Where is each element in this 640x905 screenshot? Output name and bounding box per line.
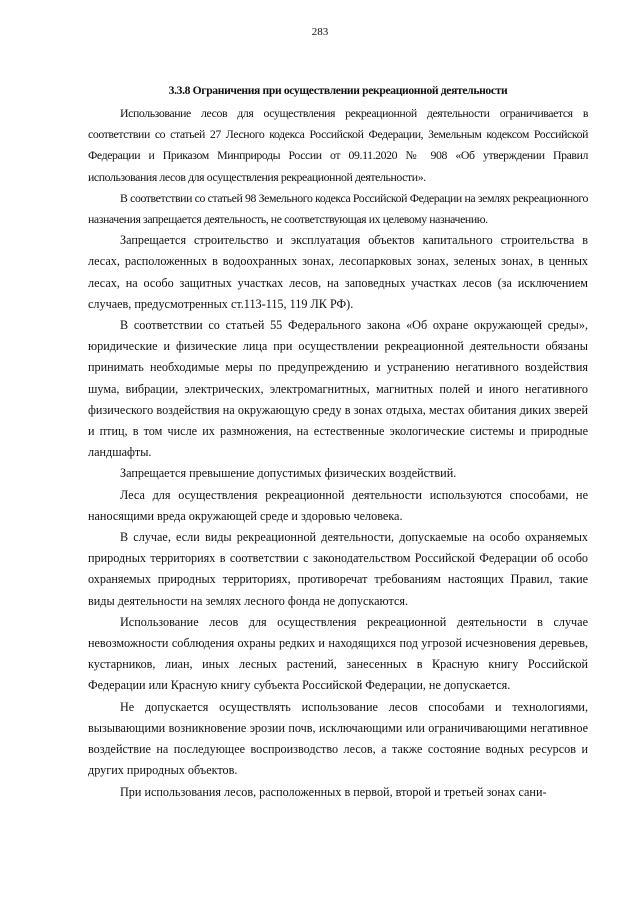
paragraph: В случае, если виды рекреационной деятельности, допускаемые на особо охраняемых природных территориях в соответствии с законодательством Российской Федерации об особо охраняемых природных территориях, противоречат требованиям настоящих Правил, такие виды деятельности на землях лесного фонда не допускаются. (88, 530, 588, 608)
page-number: 283 (311, 26, 329, 38)
document-body (88, 103, 588, 803)
section-heading: 3.3.8 Ограничения при осуществлении рекреационной деятельности (168, 84, 508, 97)
paragraph: Использование лесов для осуществления рекреационной деятельности в случае невозможности соблюдения охраны редких и находящихся под угрозой исчезновения деревьев, кустарников, лиан, иных лесных растений, занесенных в Красную книгу Российской Федерации или Красную книгу субъекта Российской Федерации, не допускается. (88, 614, 588, 693)
paragraph: Не допускается осуществлять использование лесов способами и технологиями, вызывающими возникновение эрозии почв, исключающими или ограничивающими негативное воздействие на последующее воспроизводство лесов, а также состояние водных ресурсов и других природных объектов. (88, 699, 588, 778)
paragraph: При использования лесов, расположенных в первой, второй и третьей зонах сани- (120, 784, 547, 799)
paragraph: Леса для осуществления рекреационной деятельности используются способами, не наносящими вреда окружающей среде и здоровью человека. (88, 487, 588, 523)
paragraph: Запрещается превышение допустимых физических воздействий. (120, 466, 457, 481)
paragraph: Использование лесов для осуществления рекреационной деятельности ограничивается в соответствии со статьей 27 Лесного кодекса Российской Федерации, Земельным кодексом Российской Федерации и Приказом Минприроды России от 09.11.2020 № 908 «Об утверждении Правил использования лесов для осуществления рекреационной деятельности». (88, 106, 588, 184)
paragraph: В соответствии со статьей 55 Федерального закона «Об охране окружающей среды», юридические и физические лица при осуществлении рекреационной деятельности обязаны принимать необходимые меры по предупреждению и устранению негативного воздействия шума, вибрации, электрических, электромагнитных, магнитных полей и иного негативного физического воздействия на окружающую среду в зонах отдыха, местах обитания диких зверей и птиц, в том числе их размножения, на естественные экологические системы и природные ландшафты. (88, 318, 588, 460)
paragraph: Запрещается строительство и эксплуатация объектов капитального строительства в лесах, расположенных в водоохранных зонах, лесопарковых зонах, зеленых зонах, в ценных лесах, на особо защитных участках лесов, на заповедных участках лесов (за исключением случаев, предусмотренных ст.113-115, 119 ЛК РФ). (88, 233, 588, 311)
paragraph: В соответствии со статьей 98 Земельного кодекса Российской Федерации на землях рекреационного назначения запрещается деятельность, не соответствующая их целевому назначению. (88, 190, 588, 227)
